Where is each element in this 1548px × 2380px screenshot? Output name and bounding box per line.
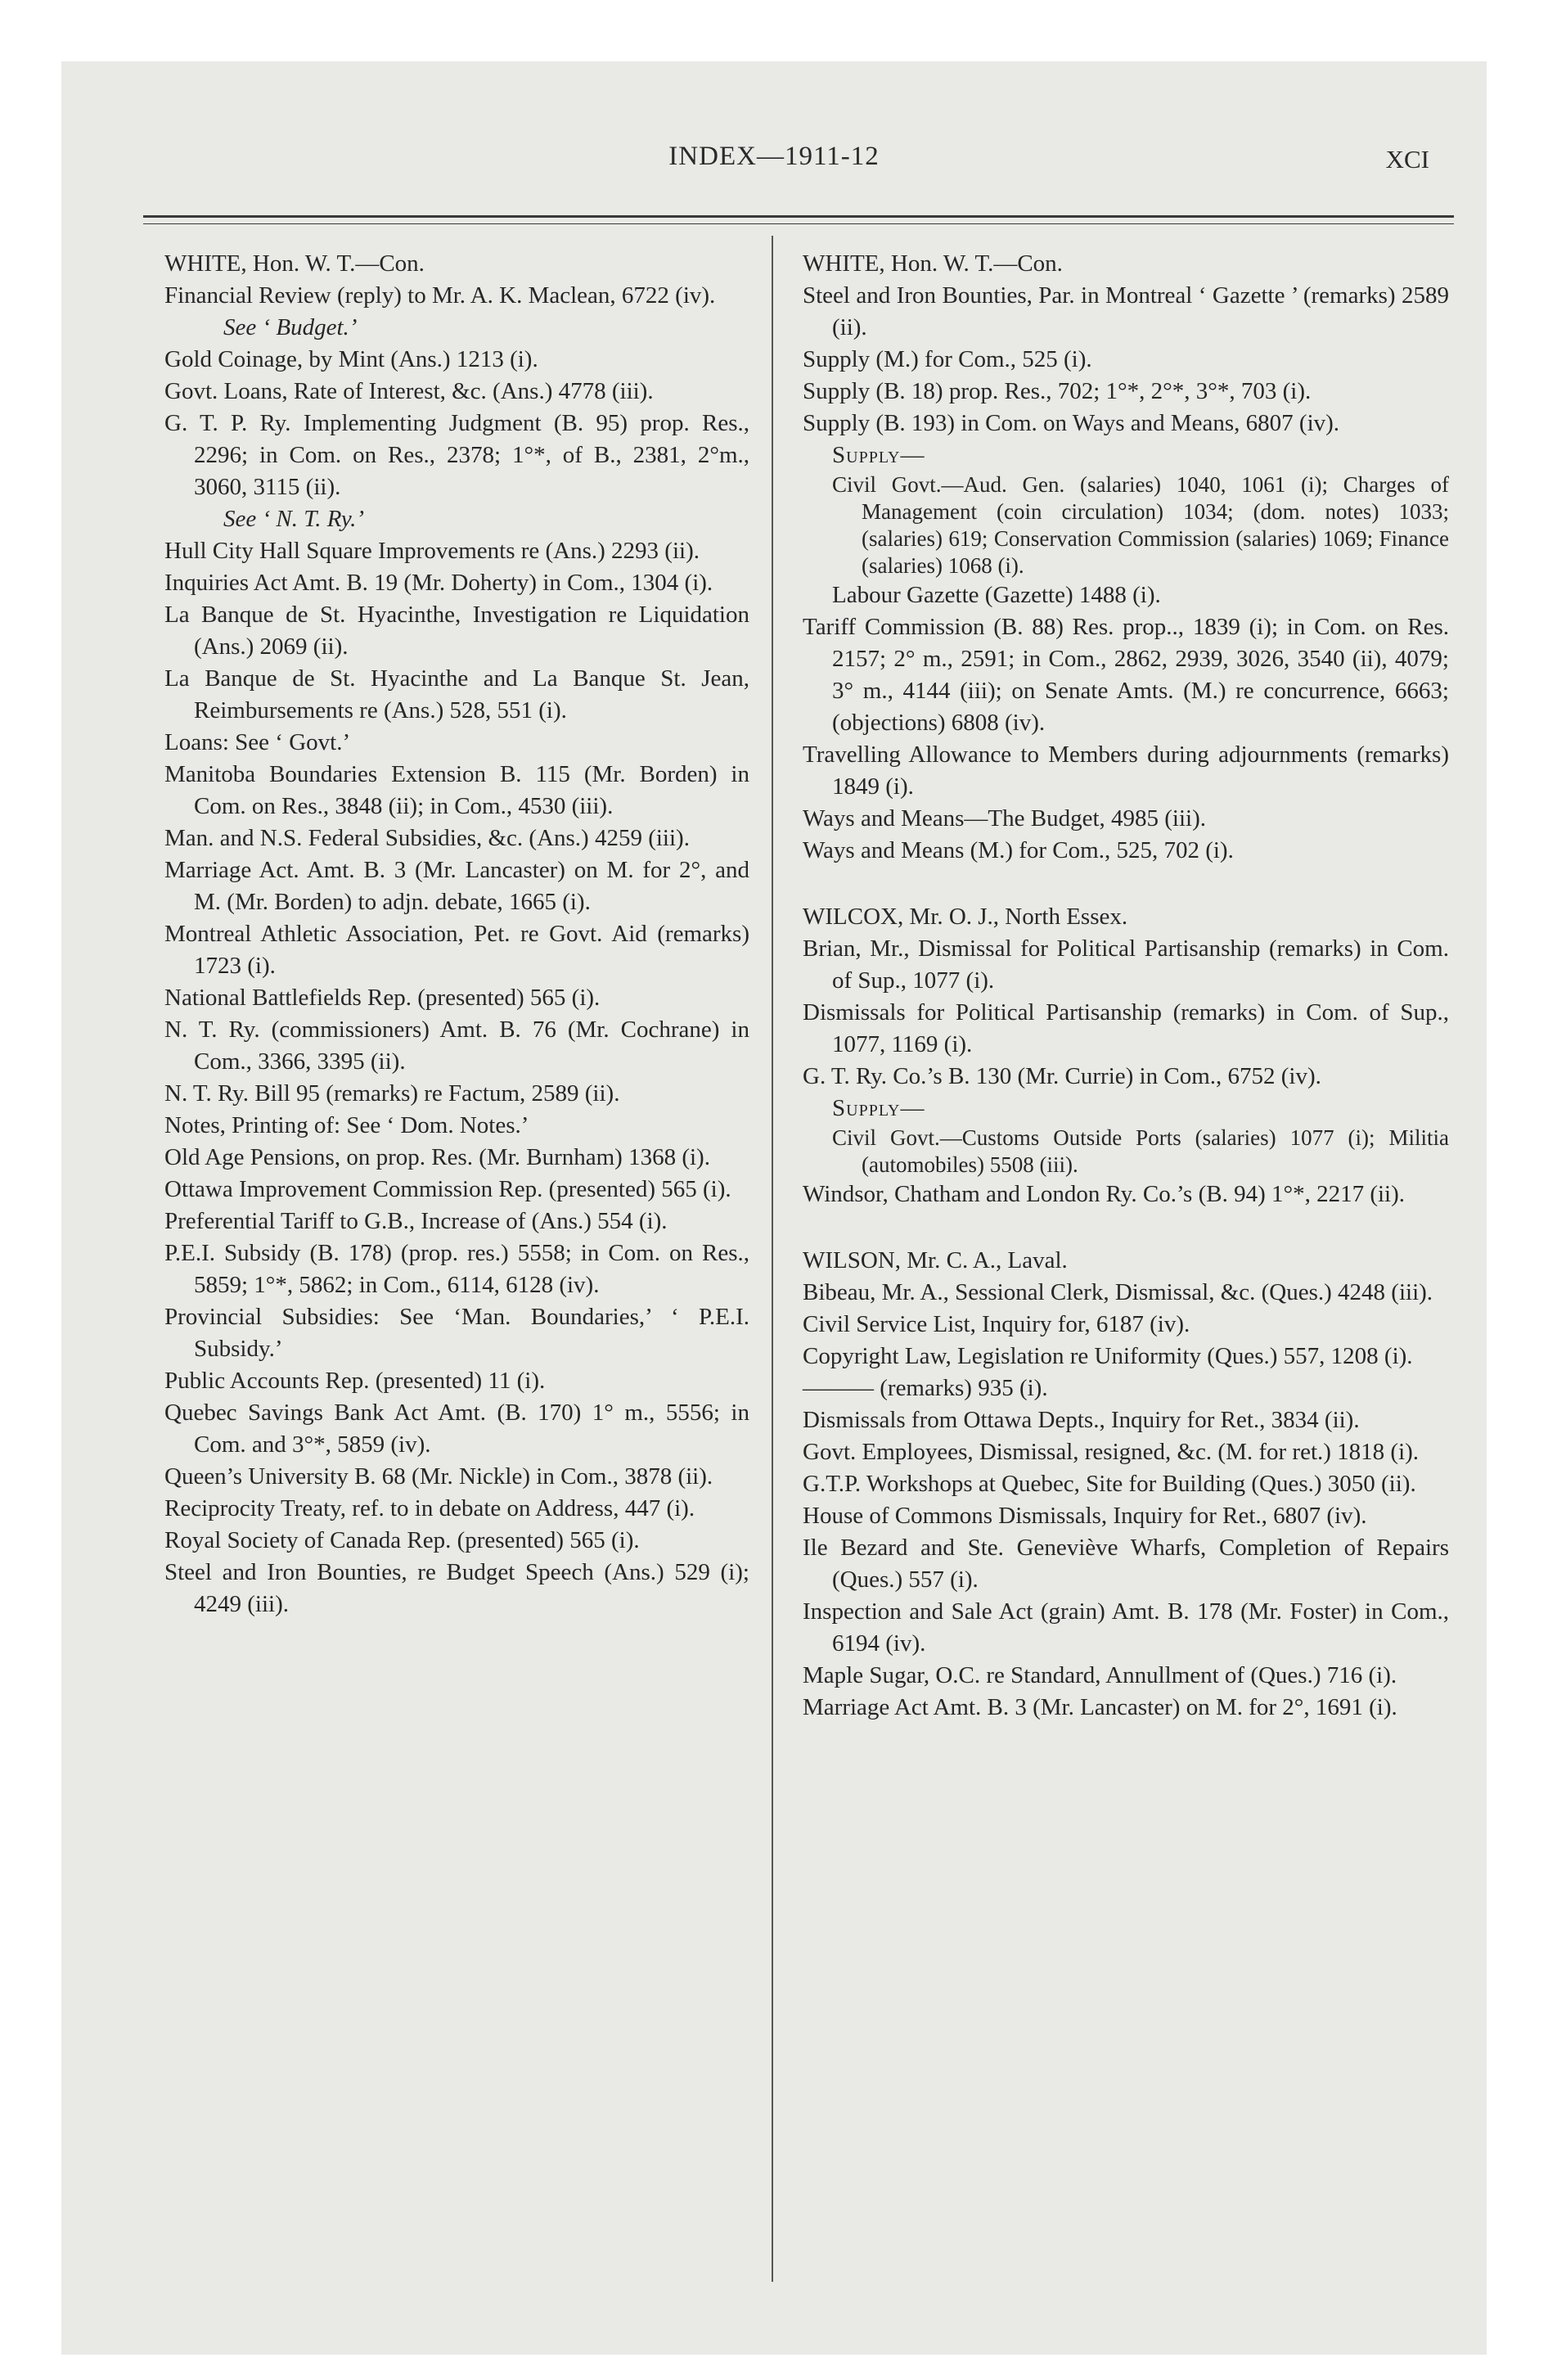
index-entry: G. T. Ry. Co.’s B. 130 (Mr. Currie) in Com., 6752 (iv). <box>803 1063 1321 1089</box>
index-entry: Preferential Tariff to G.B., Increase of (Ans.) 554 (i). <box>164 1208 668 1234</box>
index-entry: Gold Coinage, by Mint (Ans.) 1213 (i). <box>164 346 538 372</box>
index-entry: Govt. Employees, Dismissal, resigned, &c. (M. for ret.) 1818 (i). <box>803 1439 1420 1465</box>
index-entry: Ways and Means—The Budget, 4985 (iii). <box>803 805 1206 832</box>
page-number: XCI <box>1385 145 1429 174</box>
index-entry: Supply (B. 193) in Com. on Ways and Means, 6807 (iv). <box>803 410 1340 436</box>
page-header <box>61 142 1487 191</box>
index-entry: Marriage Act. Amt. B. 3 (Mr. Lancaster) on M. for 2°, and M. (Mr. Borden) to adjn. debate, 1665 (i). <box>164 857 749 915</box>
index-entry: Montreal Athletic Association, Pet. re Govt. Aid (remarks) 1723 (i). <box>164 921 749 979</box>
index-heading: WILSON, Mr. C. A., Laval. <box>803 1247 1068 1273</box>
index-entry: Steel and Iron Bounties, re Budget Speech (Ans.) 529 (i); 4249 (iii). <box>164 1559 749 1617</box>
index-entry: Dismissals from Ottawa Depts., Inquiry for Ret., 3834 (ii). <box>803 1407 1360 1433</box>
index-entry: Ile Bezard and Ste. Geneviève Wharfs, Completion of Repairs (Ques.) 557 (i). <box>803 1535 1449 1593</box>
index-entry: Hull City Hall Square Improvements re (Ans.) 2293 (ii). <box>164 538 700 564</box>
index-entry: Govt. Loans, Rate of Interest, &c. (Ans.) 4778 (iii). <box>164 378 654 404</box>
index-entry: Ottawa Improvement Commission Rep. (presented) 565 (i). <box>164 1176 731 1202</box>
index-entry: Marriage Act Amt. B. 3 (Mr. Lancaster) on M. for 2°, 1691 (i). <box>803 1694 1397 1720</box>
index-entry: House of Commons Dismissals, Inquiry for Ret., 6807 (iv). <box>803 1503 1367 1529</box>
index-entry: Brian, Mr., Dismissal for Political Partisanship (remarks) in Com. of Sup., 1077 (i). <box>803 935 1449 994</box>
index-entry: Civil Service List, Inquiry for, 6187 (iv). <box>803 1311 1190 1337</box>
index-entry: Ways and Means (M.) for Com., 525, 702 (i). <box>803 837 1234 863</box>
index-heading: WILCOX, Mr. O. J., North Essex. <box>803 904 1128 930</box>
index-entry: Quebec Savings Bank Act Amt. (B. 170) 1° m., 5556; in Com. and 3°*, 5859 (iv). <box>164 1400 749 1458</box>
index-entry: National Battlefields Rep. (presented) 565 (i). <box>164 985 601 1011</box>
index-entry: Inquiries Act Amt. B. 19 (Mr. Doherty) in Com., 1304 (i). <box>164 570 713 596</box>
left-column <box>164 248 749 1620</box>
index-entry: Copyright Law, Legislation re Uniformity (Ques.) 557, 1208 (i). <box>803 1343 1413 1369</box>
index-entry: Old Age Pensions, on prop. Res. (Mr. Burnham) 1368 (i). <box>164 1144 710 1170</box>
index-entry: La Banque de St. Hyacinthe, Investigation re Liquidation (Ans.) 2069 (ii). <box>164 602 749 660</box>
index-entry: Loans: See ‘ Govt.’ <box>164 729 351 755</box>
index-entry: Man. and N.S. Federal Subsidies, &c. (Ans.) 4259 (iii). <box>164 825 690 851</box>
index-entry: ——— (remarks) 935 (i). <box>803 1375 1048 1401</box>
index-entry: Steel and Iron Bounties, Par. in Montreal ‘ Gazette ’ (remarks) 2589 (ii). <box>803 282 1449 340</box>
supply-subheading: Supply— <box>832 442 925 468</box>
index-entry: Public Accounts Rep. (presented) 11 (i). <box>164 1368 546 1394</box>
index-entry: Windsor, Chatham and London Ry. Co.’s (B. 94) 1°*, 2217 (ii). <box>803 1181 1406 1207</box>
index-heading: WHITE, Hon. W. T.—Con. <box>164 250 425 277</box>
index-title: INDEX—1911-12 <box>668 142 880 171</box>
index-entry: Financial Review (reply) to Mr. A. K. Maclean, 6722 (iv). <box>164 282 716 309</box>
index-heading: WHITE, Hon. W. T.—Con. <box>803 250 1063 277</box>
index-entry: P.E.I. Subsidy (B. 178) (prop. res.) 5558; in Com. on Res., 5859; 1°*, 5862; in Com., 6114, 6128 (iv). <box>164 1240 749 1298</box>
index-entry: Supply (B. 18) prop. Res., 702; 1°*, 2°*, 3°*, 703 (i). <box>803 378 1312 404</box>
right-column <box>803 248 1449 1724</box>
index-entry: Supply (M.) for Com., 525 (i). <box>803 346 1092 372</box>
header-rule-thin <box>143 223 1454 224</box>
index-entry: G.T.P. Workshops at Quebec, Site for Building (Ques.) 3050 (ii). <box>803 1471 1416 1497</box>
index-entry: Travelling Allowance to Members during adjournments (remarks) 1849 (i). <box>803 741 1449 800</box>
index-entry: Queen’s University B. 68 (Mr. Nickle) in Com., 3878 (ii). <box>164 1463 713 1490</box>
index-entry: Inspection and Sale Act (grain) Amt. B. 178 (Mr. Foster) in Com., 6194 (iv). <box>803 1598 1449 1657</box>
index-entry: Maple Sugar, O.C. re Standard, Annullment of (Ques.) 716 (i). <box>803 1662 1397 1688</box>
index-entry: Manitoba Boundaries Extension B. 115 (Mr. Borden) in Com. on Res., 3848 (ii); in Com., 4530 (iii). <box>164 761 749 819</box>
index-entry: La Banque de St. Hyacinthe and La Banque St. Jean, Reimbursements re (Ans.) 528, 551 (i). <box>164 665 749 723</box>
cross-reference: See ‘ Budget.’ <box>223 314 358 340</box>
index-entry: Royal Society of Canada Rep. (presented) 565 (i). <box>164 1527 640 1553</box>
index-entry: Provincial Subsidies: See ‘Man. Boundaries,’ ‘ P.E.I. Subsidy.’ <box>164 1304 749 1362</box>
index-entry: Notes, Printing of: See ‘ Dom. Notes.’ <box>164 1112 529 1138</box>
index-entry: Dismissals for Political Partisanship (remarks) in Com. of Sup., 1077, 1169 (i). <box>803 999 1449 1057</box>
index-subentry: Labour Gazette (Gazette) 1488 (i). <box>832 582 1161 608</box>
index-entry: G. T. P. Ry. Implementing Judgment (B. 95) prop. Res., 2296; in Com. on Res., 2378; 1°*, of B., 2381, 2°m., 3060, 3115 (ii). <box>164 410 749 500</box>
scanned-page <box>61 61 1487 2355</box>
index-entry: N. T. Ry. Bill 95 (remarks) re Factum, 2589 (ii). <box>164 1080 620 1107</box>
header-rule-thick <box>143 215 1454 218</box>
supply-subheading: Supply— <box>832 1095 925 1121</box>
index-subentry: Civil Govt.—Customs Outside Ports (salaries) 1077 (i); Militia (automobiles) 5508 (iii). <box>832 1125 1449 1177</box>
index-entry: Bibeau, Mr. A., Sessional Clerk, Dismissal, &c. (Ques.) 4248 (iii). <box>803 1279 1433 1305</box>
index-entry: Reciprocity Treaty, ref. to in debate on Address, 447 (i). <box>164 1495 695 1521</box>
cross-reference: See ‘ N. T. Ry.’ <box>223 506 365 532</box>
index-entry: N. T. Ry. (commissioners) Amt. B. 76 (Mr. Cochrane) in Com., 3366, 3395 (ii). <box>164 1016 749 1075</box>
index-entry: Tariff Commission (B. 88) Res. prop.., 1839 (i); in Com. on Res. 2157; 2° m., 2591; in Com., 2862, 2939, 3026, 3540 (ii), 4079; 3° m., 4144 (iii); on Senate Amts. (M.) re concurrence, 6663; (objections) 6808 (iv). <box>803 614 1449 736</box>
column-divider <box>772 236 773 2282</box>
index-subentry: Civil Govt.—Aud. Gen. (salaries) 1040, 1061 (i); Charges of Management (coin circulation) 1034; (dom. notes) 1033; (salaries) 619; Conservation Commission (salaries) 1069; Finance (salaries) 1068 (i). <box>832 472 1449 578</box>
